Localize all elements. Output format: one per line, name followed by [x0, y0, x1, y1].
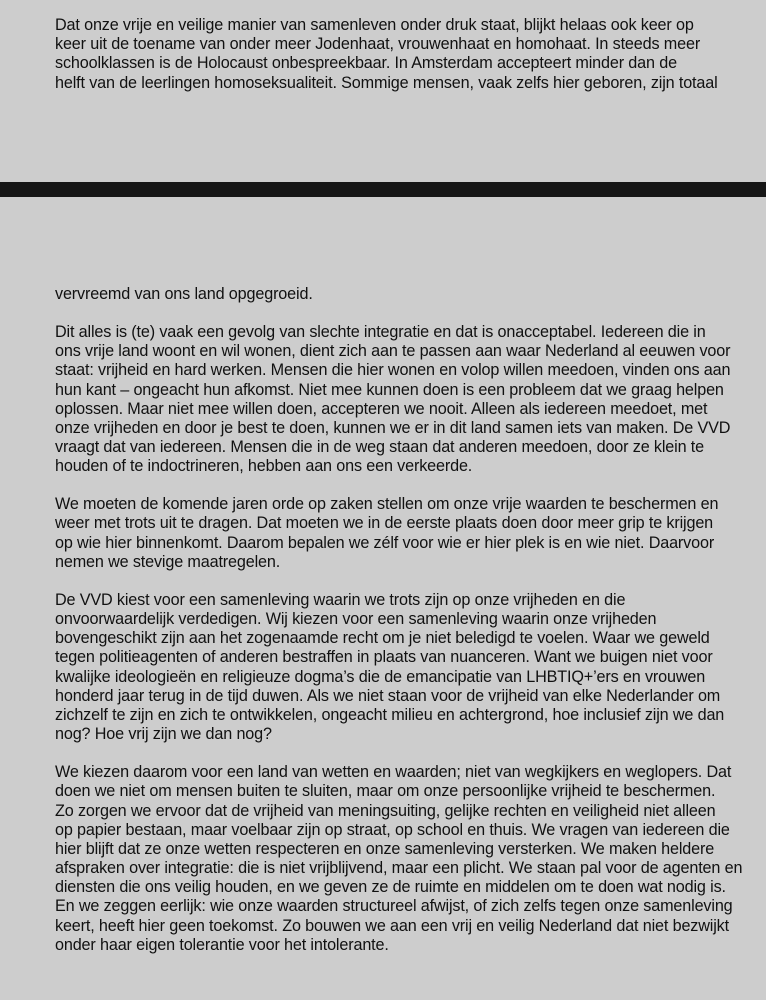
text-line: onvoorwaardelijk verdedigen. Wij kiezen voor een samenleving waarin onze vrijheden	[55, 610, 657, 629]
text-line: oplossen. Maar niet mee willen doen, accepteren we nooit. Alleen als iedereen meedoet, met	[55, 399, 708, 418]
text-line: houden of te indoctrineren, hebben aan ons een verkeerde.	[55, 457, 473, 476]
text-line: onder haar eigen tolerantie voor het intolerante.	[55, 935, 389, 954]
text-line: keert, heeft hier geen toekomst. Zo bouwen we aan een vrij en veilig Nederland dat niet bezwijkt	[55, 916, 729, 935]
text-line: vraagt dat van iedereen. Mensen die in de weg staan dat anderen meedoen, door ze klein te	[55, 438, 704, 457]
text-line: hier blijft dat ze onze wetten respecteren en onze samenleving versterken. We maken heldere	[55, 839, 715, 858]
paragraph-3	[55, 495, 745, 572]
document-page-top	[0, 0, 766, 182]
text-line: tegen politieagenten of anderen bestraffen in plaats van nuanceren. Want we buigen niet voor	[55, 648, 713, 667]
text-line: ons vrije land woont en wil wonen, dient zich aan te passen aan waar Nederland al eeuwen voor	[55, 342, 731, 361]
text-line: diensten die ons veilig houden, en we geven ze de ruimte en middelen om te doen wat nodig is.	[55, 878, 726, 897]
paragraph-2	[55, 323, 745, 477]
text-line: kwalijke ideologieën en religieuze dogma’s die de emancipatie van LHBTIQ+’ers en vrouwen	[55, 667, 706, 686]
text-line: doen we niet om mensen buiten te sluiten, maar om onze persoonlijke vrijheid te beschermen.	[55, 782, 716, 801]
text-line: We kiezen daarom voor een land van wetten en waarden; niet van wegkijkers en weglopers. Dat	[55, 763, 732, 782]
text-line: bovengeschikt zijn aan het zogenaamde recht om je niet beledigd te voelen. Waar we geweld	[55, 629, 710, 648]
text-line: Dit alles is (te) vaak een gevolg van slechte integratie en dat is onacceptabel. Iedereen die in	[55, 322, 706, 341]
body-text	[55, 285, 745, 955]
text-line: En we zeggen eerlijk: wie onze waarden structureel afwijst, of zich zelfs tegen onze samenleving	[55, 897, 733, 916]
text-line: nemen we stevige maatregelen.	[55, 552, 281, 571]
paragraph-1	[55, 285, 745, 304]
page-divider	[0, 182, 766, 197]
text-line: We moeten de komende jaren orde op zaken stellen om onze vrije waarden te beschermen en	[55, 495, 719, 514]
paragraph-4	[55, 591, 745, 745]
paragraph-gap	[55, 304, 745, 323]
text-line: hun kant – ongeacht hun afkomst. Niet mee kunnen doen is een probleem dat we graag helpen	[55, 380, 724, 399]
text-line: De VVD kiest voor een samenleving waarin we trots zijn op onze vrijheden en die	[55, 590, 626, 609]
text-line: vervreemd van ons land opgegroeid.	[55, 285, 313, 303]
paragraph-gap	[55, 476, 745, 495]
text-line: helft van de leerlingen homoseksualiteit. Sommige mensen, vaak zelfs hier geboren, zijn totaal	[55, 73, 718, 92]
text-line: op papier bestaan, maar voelbaar zijn op straat, op school en thuis. We vragen van iedereen die	[55, 820, 730, 839]
text-line: op wie hier binnenkomt. Daarom bepalen we zélf voor wie er hier plek is en wie niet. Daarvoor	[55, 533, 715, 552]
text-line: staat: vrijheid en hard werken. Mensen die hier wonen en volop willen meedoen, vinden ons aan	[55, 361, 731, 380]
text-line: keer uit de toename van onder meer Jodenhaat, vrouwenhaat en homohaat. In steeds meer	[55, 35, 701, 54]
paragraph-gap	[55, 572, 745, 591]
text-line: nog? Hoe vrij zijn we dan nog?	[55, 725, 272, 744]
paragraph-gap	[55, 744, 745, 763]
text-line: schoolklassen is de Holocaust onbespreekbaar. In Amsterdam accepteert minder dan de	[55, 54, 677, 73]
text-line: zichzelf te zijn en zich te ontwikkelen, ongeacht milieu en achtergrond, hoe inclusief zijn we dan	[55, 705, 725, 724]
text-line: weer met trots uit te dragen. Dat moeten we in de eerste plaats doen door meer grip te krijgen	[55, 514, 714, 533]
paragraph-5	[55, 763, 745, 955]
document-page-bottom	[0, 197, 766, 1000]
text-line: onze vrijheden en door je best te doen, kunnen we er in dit land samen iets van maken. De VVD	[55, 418, 731, 437]
text-line: Dat onze vrije en veilige manier van samenleven onder druk staat, blijkt helaas ook keer op	[55, 16, 694, 34]
paragraph-page-top	[55, 16, 745, 93]
text-line: Zo zorgen we ervoor dat de vrijheid van meningsuiting, gelijke rechten en veiligheid niet alleen	[55, 801, 716, 820]
text-line: honderd jaar terug in de tijd duwen. Als we niet staan voor de vrijheid van elke Nederlander om	[55, 686, 721, 705]
text-line: afspraken over integratie: die is niet vrijblijvend, maar een plicht. We staan pal voor de agenten en	[55, 859, 743, 878]
